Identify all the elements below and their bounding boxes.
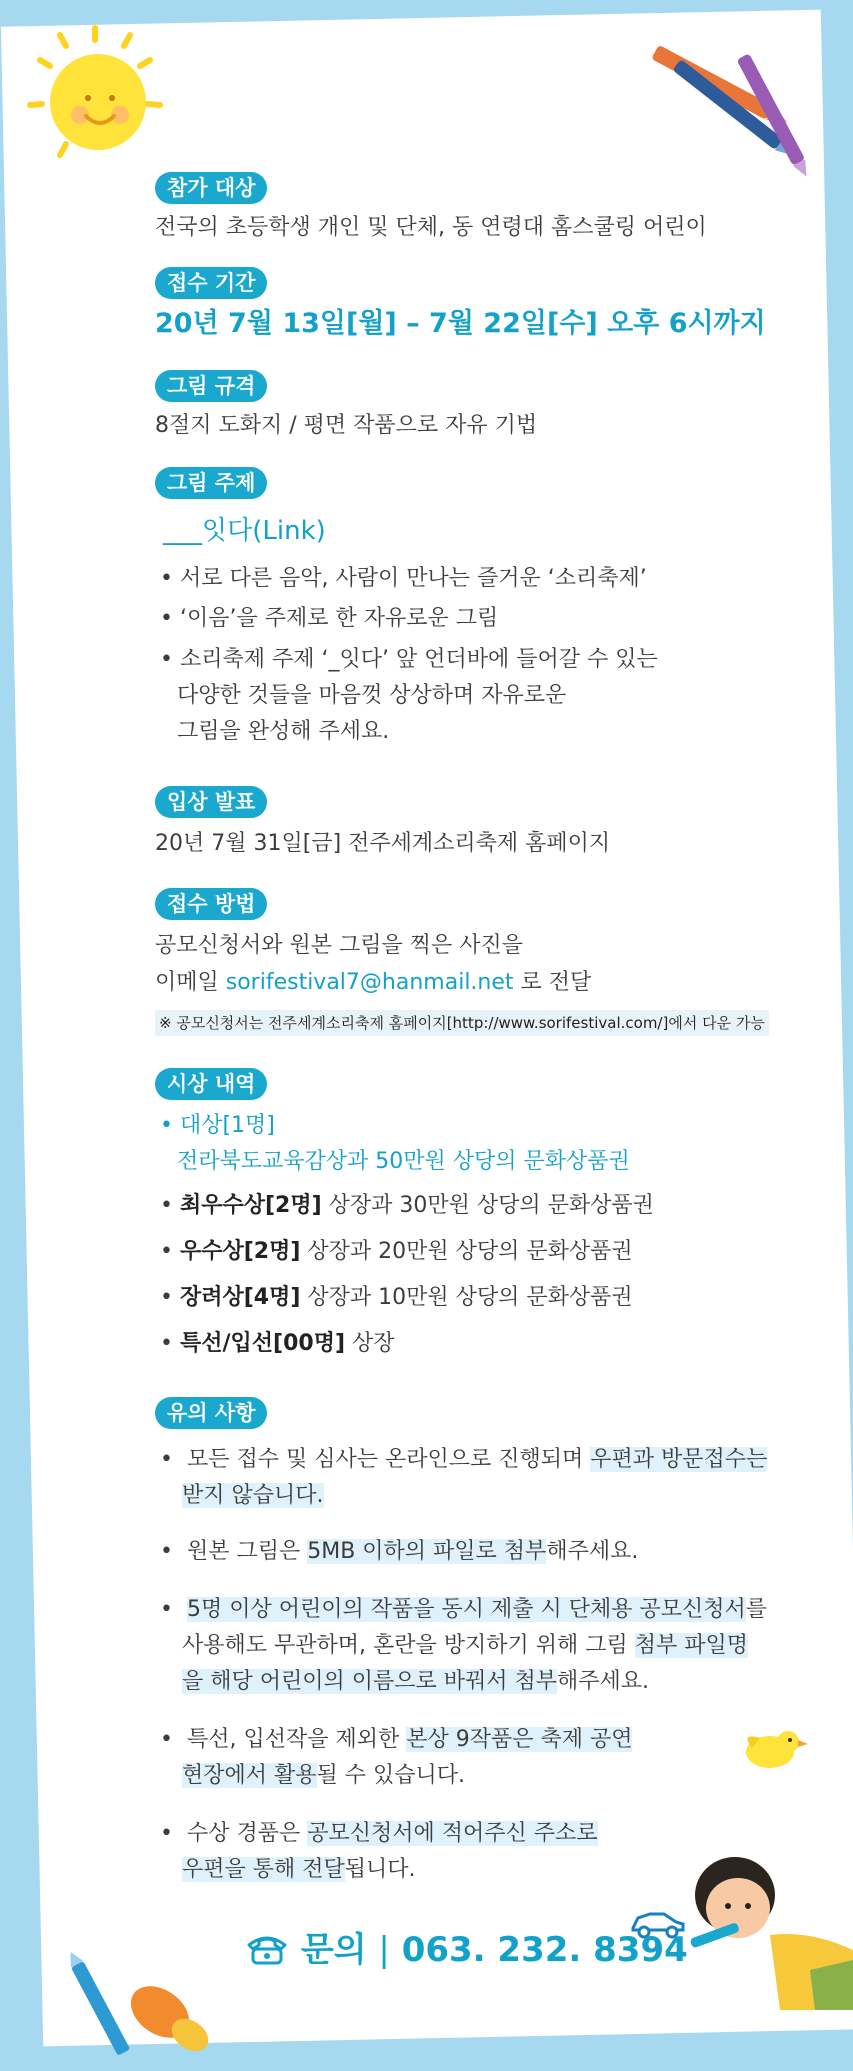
participants-tag: 참가 대상 (155, 172, 267, 204)
award-4-title: 특선/입선[00명] (179, 1331, 346, 1356)
award-3-title: 장려상[4명] (179, 1285, 301, 1310)
note-3-highlight-3: 을 해당 어린이의 이름으로 바꿔서 첨부 (182, 1669, 557, 1694)
note-5-highlight: 공모신청서에 적어주신 주소로 (307, 1821, 598, 1846)
theme-bullet-2: • ‘이음’을 주제로 한 자유로운 그림 (160, 606, 499, 631)
note-3-line-1 (160, 1592, 767, 1628)
theme-title: ___잇다(Link) (163, 516, 326, 546)
method-line-1: 공모신청서와 원본 그림을 찍은 사진을 (155, 933, 524, 958)
announce-text: 20년 7월 31일[금] 전주세계소리축제 홈페이지 (155, 831, 611, 856)
theme-bullet-3-line-3: 그림을 완성해 주세요. (177, 719, 390, 744)
award-4-desc: 상장 (345, 1331, 395, 1356)
award-row-3 (160, 1280, 633, 1316)
period-text: 20년 7월 13일[월] – 7월 22일[수] 오후 6시까지 (155, 308, 766, 339)
theme-bullet-3: • 소리축제 주제 ‘_잇다’ 앞 언더바에 들어갈 수 있는 (160, 647, 658, 672)
note-4-highlight-2: 현장에서 활용 (182, 1763, 317, 1788)
note-2-text: 원본 그림은 (186, 1539, 308, 1564)
spec-tag: 그림 규격 (155, 370, 267, 402)
note-2-suffix: 해주세요. (546, 1539, 639, 1564)
note-1-highlight: 우편과 방문접수는 (590, 1447, 768, 1472)
note-4-line-1 (160, 1722, 632, 1758)
note-4-text: 특선, 입선작을 제외한 (186, 1727, 407, 1752)
theme-bullet-1: • 서로 다른 음악, 사람이 만나는 즐거운 ‘소리축제’ (160, 566, 647, 591)
note-dot: • (160, 1727, 173, 1752)
phone-icon (245, 1931, 289, 1967)
note-1-text: 모든 접수 및 심사는 온라인으로 진행되며 (186, 1447, 591, 1472)
contact-label: 문의 (300, 1930, 367, 1970)
note-dot: • (160, 1821, 173, 1846)
note-1-line-2 (182, 1478, 324, 1514)
award-2-desc: 상장과 20만원 상당의 문화상품권 (300, 1239, 633, 1264)
announce-tag: 입상 발표 (155, 786, 267, 818)
note-3-highlight-2: 첨부 파일명 (634, 1633, 749, 1658)
award-grand-desc: 전라북도교육감상과 50만원 상당의 문화상품권 (177, 1149, 630, 1174)
note-3-highlight: 5명 이상 어린이의 작품을 동시 제출 시 단체용 공모신청서 (186, 1597, 746, 1622)
award-grand-title: • 대상[1명] (160, 1113, 275, 1138)
method-note: ※ 공모신청서는 전주세계소리축제 홈페이지[http://www.sorifestival.com/]에서 다운 가능 (155, 1010, 769, 1036)
award-bullet: • (160, 1239, 180, 1264)
note-5-line-2 (182, 1852, 416, 1888)
theme-bullet-3-line-2: 다양한 것들을 마음껏 상상하며 자유로운 (177, 683, 567, 708)
note-3-text: 사용해도 무관하며, 혼란을 방지하기 위해 그림 (182, 1633, 635, 1658)
note-3-line-3 (182, 1664, 649, 1700)
theme-tag: 그림 주제 (155, 467, 267, 499)
note-1-line-1 (160, 1442, 767, 1478)
contact-line (245, 1925, 688, 1975)
note-3-suffix-2: 해주세요. (557, 1669, 650, 1694)
note-2 (160, 1534, 638, 1570)
awards-tag: 시상 내역 (155, 1068, 267, 1100)
participants-text: 전국의 초등학생 개인 및 단체, 동 연령대 홈스쿨링 어린이 (155, 215, 707, 240)
note-2-highlight: 5MB 이하의 파일로 첨부 (307, 1539, 547, 1564)
note-4-highlight: 본상 9작품은 축제 공연 (406, 1727, 633, 1752)
award-1-desc: 상장과 30만원 상당의 문화상품권 (321, 1193, 654, 1218)
award-row-2 (160, 1234, 633, 1270)
note-4-line-2 (182, 1758, 465, 1794)
note-3-line-2 (182, 1628, 748, 1664)
award-3-desc: 상장과 10만원 상당의 문화상품권 (300, 1285, 633, 1310)
contact-separator: | (378, 1930, 390, 1970)
method-line-2-suffix: 로 전달 (513, 970, 592, 995)
note-5-text: 수상 경품은 (186, 1821, 308, 1846)
note-3-suffix: 를 (745, 1597, 767, 1622)
note-dot: • (160, 1539, 173, 1564)
award-2-title: 우수상[2명] (179, 1239, 301, 1264)
notes-tag: 유의 사항 (155, 1397, 267, 1429)
note-5-line-1 (160, 1816, 598, 1852)
note-dot: • (160, 1447, 173, 1472)
award-row-1 (160, 1188, 654, 1224)
method-tag: 접수 방법 (155, 888, 267, 920)
period-tag: 접수 기간 (155, 267, 267, 299)
award-bullet: • (160, 1331, 180, 1356)
email-link[interactable]: sorifestival7@hanmail.net (225, 970, 514, 995)
note-5-suffix: 됩니다. (344, 1857, 416, 1882)
award-bullet: • (160, 1193, 180, 1218)
note-5-highlight-2: 우편을 통해 전달 (182, 1857, 345, 1882)
method-line-2-prefix: 이메일 (155, 970, 226, 995)
award-bullet: • (160, 1285, 180, 1310)
method-line-2 (155, 965, 591, 1001)
note-1-highlight-2: 받지 않습니다. (182, 1483, 324, 1508)
contact-phone[interactable]: 063. 232. 8394 (401, 1930, 688, 1970)
award-1-title: 최우수상[2명] (179, 1193, 322, 1218)
note-4-suffix: 될 수 있습니다. (316, 1763, 466, 1788)
spec-text: 8절지 도화지 / 평면 작품으로 자유 기법 (155, 413, 538, 438)
note-dot: • (160, 1597, 173, 1622)
award-row-4 (160, 1326, 395, 1362)
